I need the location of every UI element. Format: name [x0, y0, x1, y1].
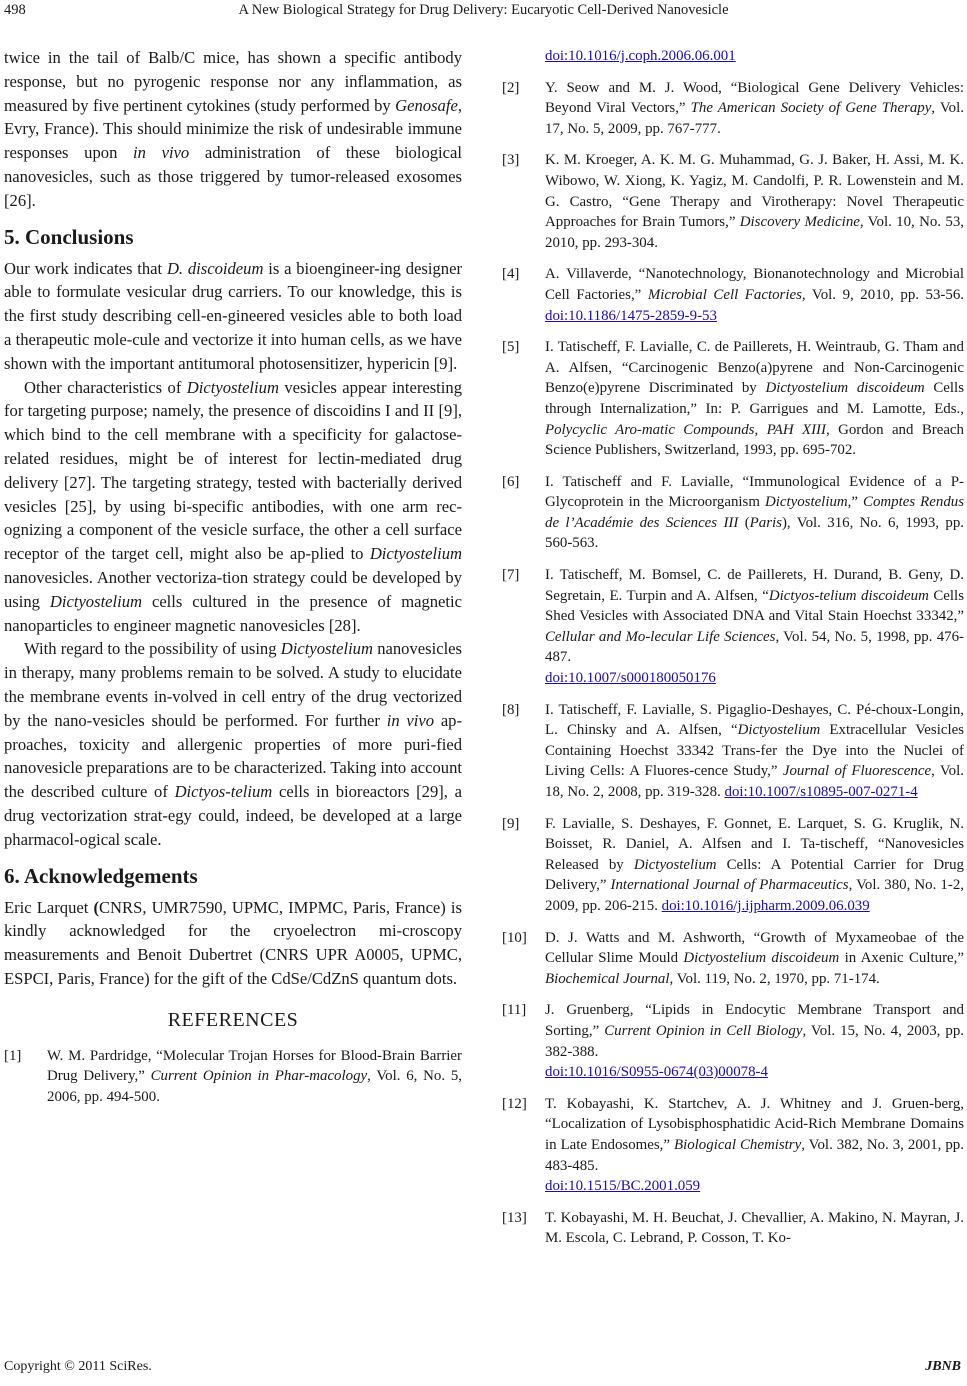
paragraph-conclusions-2: Other characteristics of Dictyostelium vesicles appear interesting for targeting purpose; namely, the presence of discoidins I and II [9], which bind to the cell membrane with a specificity for galactose-related residues, might be of interest for lectin-mediated drug delivery [27]. The targeting strategy, tested with bacterially derived vesicles [25], by using bi-specific antibodies, with one arm rec-ognizing a component of the vesicle surface, the other a cell surface receptor of the target cell, might also be ap-plied to Dictyostelium nanovesicles. Another vectoriza-tion strategy could be developed by using Dictyostelium cells cultured in the presence of magnetic nanoparticles to engineer magnetic nanovesicles [28].	[4, 377, 463, 635]
reference-11: [11] J. Gruenberg, “Lipids in Endocytic Membrane Transport and Sorting,” Current Opinion in Cell Biology, Vol. 15, No. 4, 2003, pp. 382-388. doi:10.1016/S0955-0674(03)00078-4	[502, 1002, 965, 1081]
reference-3: [3] K. M. Kroeger, A. K. M. G. Muhammad, G. J. Baker, H. Assi, M. K. Wibowo, W. Xiong, K. Yagiz, M. Candolfi, P. R. Lowenstein and M. G. Castro, “Gene Therapy and Virotherapy: Novel Therapeutic Approaches for Brain Tumors,” Discovery Medicine, Vol. 10, No. 53, 2010, pp. 293-304.	[502, 152, 964, 251]
doi-link[interactable]: doi:10.1016/j.coph.2006.06.001	[545, 48, 736, 64]
reference-8: [8] I. Tatischeff, F. Lavialle, S. Pigaglio-Deshayes, C. Pé-choux-Longin, L. Chinsky and A. Alfsen, “Dictyostelium Extracellular Vesicles Containing Hoechst 33342 Trans-fer the Dye into the Nuclei of Living Cells: A Fluores-cence Study,” Journal of Fluorescence, Vol. 18, No. 2, 2008, pp. 319-328. doi:10.1007/s10895-007-0271-4	[502, 701, 964, 800]
reference-2: [2] Y. Seow and M. J. Wood, “Biological Gene Delivery Vehicles: Beyond Viral Vectors,” The American Society of Gene Therapy, Vol. 17, No. 5, 2009, pp. 767-777.	[502, 79, 964, 137]
page-footer	[0, 1359, 967, 1383]
copyright: Copyright © 2011 SciRes.	[4, 1359, 152, 1374]
reference-12: [12] T. Kobayashi, K. Startchev, A. J. Whitney and J. Gruen-berg, “Localization of Lysobisphosphatidic Acid-Rich Membrane Domains in Late Endosomes,” Biological Chemistry, Vol. 382, No. 3, 2001, pp. 483-485. doi:10.1515/BC.2001.059	[502, 1095, 964, 1195]
reference-6: [6] I. Tatischeff and F. Lavialle, “Immunological Evidence of a P-Glycoprotein in the Microorganism Dictyostelium,” Comptes Rendus de l’Académie des Sciences III (Paris), Vol. 316, No. 6, 1993, pp. 560-563.	[502, 473, 964, 552]
doi-link[interactable]: doi:10.1007/s000180050176	[545, 670, 716, 687]
doi-link[interactable]: doi:10.1186/1475-2859-9-53	[545, 307, 717, 324]
page-header	[0, 0, 967, 26]
doi-link[interactable]: doi:10.1016/S0955-0674(03)00078-4	[545, 1064, 768, 1081]
paragraph-conclusions-1: Our work indicates that D. discoideum is a bioengineer-ing designer able to formulate vesicular drug carriers. To our knowledge, this is the first study describing cell-en-gineered vesicles able to both load a therapeutic mole-cule and vectorize it into human cells, as we have shown with the important antitumoral photosensitizer, hypericin [9].	[4, 258, 462, 373]
heading-references: REFERENCES	[167, 1008, 299, 1031]
reference-1-continued	[502, 46, 964, 67]
heading-conclusions: 5. Conclusions	[4, 224, 134, 249]
reference-9: [9] F. Lavialle, S. Deshayes, F. Gonnet, E. Larquet, S. G. Kruglik, N. Boisset, R. Daniel, A. Alfsen and I. Ta-tischeff, “Nanovesicles Released by Dictyostelium Cells: A Potential Carrier for Drug Delivery,” International Journal of Pharmaceutics, Vol. 380, No. 1-2, 2009, pp. 206-215. doi:10.1016/j.ijpharm.2009.06.039	[502, 815, 964, 914]
paragraph-conclusions-3: With regard to the possibility of using Dictyostelium nanovesicles in therapy, many problems remain to be solved. A study to elucidate the membrane events in-volved in cell entry of the drug vectorized by the nano-vesicles should be performed. For further in vivo ap-proaches, toxicity and allergenic properties of more puri-fied nanovesicle preparations are to be characterized. Taking into account the described culture of Dictyos-telium cells in bioreactors [29], a drug vectorization strat-egy could, indeed, be developed at a large pharmacol-ogical scale.	[4, 639, 463, 849]
reference-7: [7] I. Tatischeff, M. Bomsel, C. de Paillerets, H. Durand, B. Geny, D. Segretain, E. Turpin and A. Alfsen, “Dictyos-telium discoideum Cells Shed Vesicles with Associated DNA and Vital Stain Hoechst 33342,” Cellular and Mo-lecular Life Sciences, Vol. 54, No. 5, 1998, pp. 476-487. doi:10.1007/s000180050176	[502, 567, 965, 687]
doi-link[interactable]: doi:10.1007/s10895-007-0271-4	[724, 784, 918, 800]
reference-5: [5] I. Tatischeff, F. Lavialle, C. de Paillerets, H. Weintraub, G. Tham and A. Alfsen, “Carcinogenic Benzo(a)pyrene and Non-Carcinogenic Benzo(e)pyrene Discriminated by Dictyostelium discoideum Cells through Internalization,” In: P. Garrigues and M. Lamotte, Eds., Polycyclic Aro-matic Compounds, PAH XIII, Gordon and Breach Science Publishers, Switzerland, 1993, pp. 695-702.	[502, 339, 964, 459]
right-column	[502, 46, 964, 1260]
page-number: 498	[4, 2, 26, 18]
doi-link[interactable]: doi:10.1016/j.ijpharm.2009.06.039	[661, 897, 870, 914]
doi-link[interactable]: doi:10.1515/BC.2001.059	[545, 1178, 701, 1195]
left-column	[4, 46, 462, 1118]
paragraph-immune: twice in the tail of Balb/C mice, has shown a specific antibody response, but no pyrogenic response nor any inflammation, as measured by five pertinent cytokines (study performed by Genosafe, Evry, France). This should minimize the risk of undesirable immune responses upon in vivo administration of these biological nanovesicles, such as those triggered by tumor-released exosomes [26].	[4, 48, 462, 210]
journal-abbreviation: JBNB	[925, 1359, 961, 1374]
heading-acknowledgements: 6. Acknowledgements	[4, 863, 198, 888]
reference-4: [4] A. Villaverde, “Nanotechnology, Bionanotechnology and Microbial Cell Factories,” Microbial Cell Factories, Vol. 9, 2010, pp. 53-56. doi:10.1186/1475-2859-9-53	[502, 266, 965, 324]
paragraph-acknowledgements: Eric Larquet (CNRS, UMR7590, UPMC, IMPMC, Paris, France) is kindly acknowledged for the cryoelectron mi-croscopy measurements and Benoit Dubertret (CNRS UPR A0005, UPMC, ESPCI, Paris, France) for the gift of the CdSe/CdZnS quantum dots.	[4, 897, 462, 988]
reference-13: [13] T. Kobayashi, M. H. Beuchat, J. Chevallier, A. Makino, N. Mayran, J. M. Escola, C. Lebrand, P. Cosson, T. Ko-	[502, 1209, 964, 1247]
reference-10: [10] D. J. Watts and M. Ashworth, “Growth of Myxameobae of the Cellular Slime Mould Dictyostelium discoideum in Axenic Culture,” Biochemical Journal, Vol. 119, No. 2, 1970, pp. 71-174.	[502, 929, 964, 987]
running-title: A New Biological Strategy for Drug Delivery: Eucaryotic Cell-Derived Nanovesicle	[238, 2, 729, 18]
reference-1: [1] W. M. Pardridge, “Molecular Trojan Horses for Blood-Brain Barrier Drug Delivery,” Current Opinion in Phar-macology, Vol. 6, No. 5, 2006, pp. 494-500.	[4, 1047, 462, 1105]
